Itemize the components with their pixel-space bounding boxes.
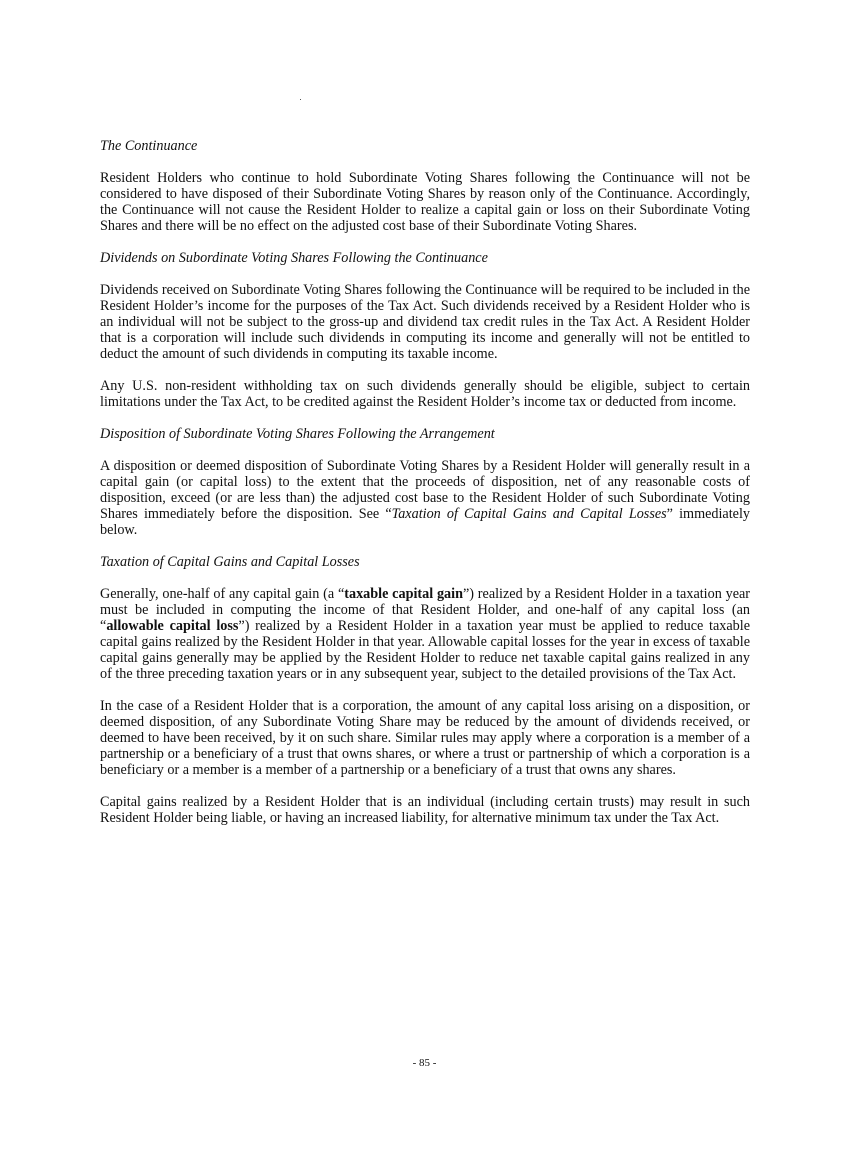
section-heading: The Continuance (100, 138, 198, 154)
cross-reference: Taxation of Capital Gains and Capital Losses (391, 506, 667, 522)
paragraph: Generally, one-half of any capital gain (a “taxable capital gain”) realized by a Resident Holder in a taxation year must be included in computing the income of that Resident Holder, and one-half of any capital loss (an “allowable capital loss”) realized by a Resident Holder in a taxation year must be applied to reduce taxable capital gains realized by the Resident Holder in that year. Allowable capital losses for the year in excess of taxable capital gains generally may be applied by the Resident Holder to reduce net taxable capital gains realized in any of the three preceding taxation years or in any subsequent year, subject to the detailed provisions of the Tax Act. (100, 586, 751, 682)
paragraph: Any U.S. non-resident withholding tax on such dividends generally should be eligible, subject to certain limitations under the Tax Act, to be credited against the Resident Holder’s income tax or deducted from income. (100, 378, 750, 410)
defined-term: allowable capital loss (106, 618, 239, 634)
paragraph: Capital gains realized by a Resident Holder that is an individual (including certain trusts) may result in such Resident Holder being liable, or having an increased liability, for alternative minimum tax under the Tax Act. (100, 794, 750, 826)
paragraph: Dividends received on Subordinate Voting Shares following the Continuance will be required to be included in the Resident Holder’s income for the purposes of the Tax Act. Such dividends received by a Resident Holder who is an individual will not be subject to the gross-up and dividend tax credit rules in the Tax Act. A Resident Holder that is a corporation will include such dividends in computing its income and generally will not be entitled to deduct the amount of such dividends in computing its taxable income. (100, 282, 750, 362)
speck-mark (300, 99, 301, 100)
section-heading: Disposition of Subordinate Voting Shares Following the Arrangement (100, 426, 495, 442)
document-body (100, 138, 750, 842)
section-the-continuance (100, 138, 750, 234)
paragraph: A disposition or deemed disposition of Subordinate Voting Shares by a Resident Holder will generally result in a capital gain (or capital loss) to the extent that the proceeds of disposition, net of any reasonable costs of disposition, exceed (or are less than) the adjusted cost base to the Resident Holder of such Subordinate Voting Shares immediately before the disposition. See “Taxation of Capital Gains and Capital Losses” immediately below. (100, 458, 751, 538)
section-heading: Dividends on Subordinate Voting Shares Following the Continuance (100, 250, 488, 266)
section-taxation-capital-gains (100, 554, 750, 826)
section-heading: Taxation of Capital Gains and Capital Losses (100, 554, 360, 570)
page-number: - 85 - (412, 1057, 437, 1069)
section-dividends (100, 250, 750, 410)
defined-term: taxable capital gain (344, 586, 463, 602)
paragraph: Resident Holders who continue to hold Subordinate Voting Shares following the Continuance will not be considered to have disposed of their Subordinate Voting Shares by reason only of the Continuance. Accordingly, the Continuance will not cause the Resident Holder to realize a capital gain or loss on their Subordinate Voting Shares and there will be no effect on the adjusted cost base of their Subordinate Voting Shares. (100, 170, 750, 234)
section-disposition (100, 426, 750, 538)
paragraph: In the case of a Resident Holder that is a corporation, the amount of any capital loss arising on a disposition, or deemed disposition, of any Subordinate Voting Share may be reduced by the amount of dividends received, or deemed to have been received, by it on such share. Similar rules may apply where a corporation is a member of a partnership or a beneficiary of a trust that owns shares, or where a trust or partnership of which a corporation is a beneficiary or a member is a member of a partnership or a beneficiary of a trust that owns any shares. (100, 698, 750, 778)
